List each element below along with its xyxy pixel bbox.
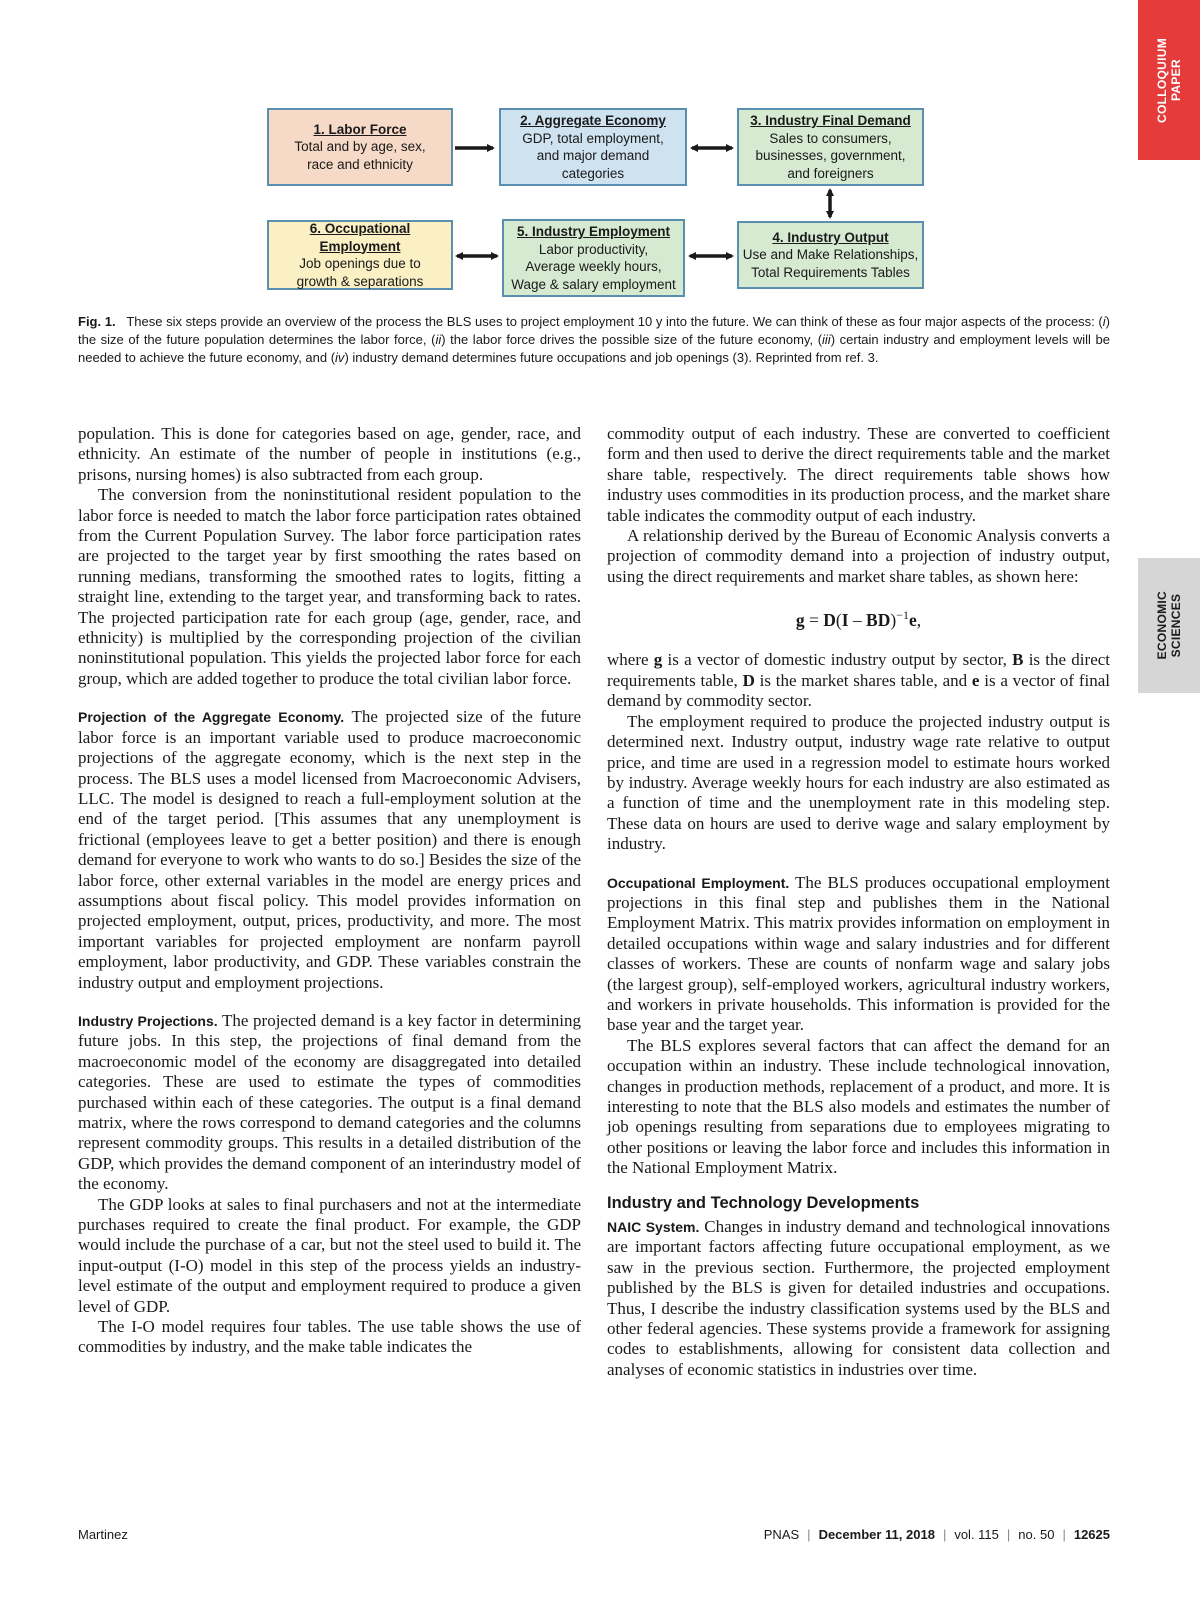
run-in-heading: Occupational Employment. <box>607 874 790 891</box>
paragraph: commodity output of each industry. These are converted to coefficient form and then used to derive the direct requirements table and the market share table, respectively. The direct requirements table shows how industry uses commodities in its production process, and the market share table indicates the commodity output of each industry. <box>607 424 1110 525</box>
caption-roman: ii <box>435 332 442 347</box>
paragraph: The conversion from the noninstitutional resident population to the labor force is needed to match the labor force participation rates obtained from the Current Population Survey. The labor force participation rates are projected to the target year by first smoothing the rates based on running medians, transforming the smoothed rates to logits, fitting a straight line, extending to the target year, and transforming back to rates. The projected participation rate for each group (age, gender, race, and ethnicity) is multiplied by the corresponding projection of the civilian noninstitutional population. This yields the projected labor force for each group, which are added together to produce the total civilian labor force. <box>78 485 581 688</box>
caption-roman: i <box>1102 314 1106 329</box>
paragraph: A relationship derived by the Bureau of Economic Analysis converts a projection of commodity demand into a projection of industry output, using the direct requirements and market share tables, as shown here: <box>607 526 1110 586</box>
eq-symbol: , <box>916 610 922 631</box>
eq-symbol: D <box>823 610 836 631</box>
paragraph: The I-O model requires four tables. The use table shows the use of commodities by industry, and the make table indicates the <box>78 1317 581 1357</box>
paragraph <box>607 873 1110 1036</box>
footer-journal: PNAS <box>763 1527 800 1542</box>
diagram-box-title: 2. Aggregate Economy <box>520 113 666 128</box>
diagram-box-text: GDP, total employment, and major demand categories <box>522 130 664 181</box>
diagram-box-text: Labor productivity, Average weekly hours, Wage & salary employment <box>511 241 676 292</box>
eq-symbol: e <box>908 610 917 631</box>
eq-symbol: – <box>848 610 867 631</box>
caption-roman: iv <box>335 350 345 365</box>
paragraph: population. This is done for categories based on age, gender, race, and ethnicity. An estimate of the number of people in institutions (e.g., prisons, nursing homes) is also subtracted from each group. <box>78 424 581 484</box>
diagram-box-title: 5. Industry Employment <box>516 224 671 239</box>
equation <box>607 605 1110 630</box>
var-symbol: g <box>653 650 663 670</box>
diagram-box-title: 6. Occupational Employment <box>309 221 411 254</box>
paragraph-text: The BLS produces occupational employment projections in this final step and publishes them in the National Employment Matrix. This matrix provides information on employment in detailed occupations within wage and salary industries and for different classes of workers. These are counts of nonfarm wage and salary jobs (the largest group), self-employed workers, agricultural industry workers, and workers in private households. This information is provided for the base year and the target year. <box>607 872 1111 1035</box>
paragraph <box>78 707 581 993</box>
footer-page: 12625 <box>1073 1527 1110 1542</box>
paragraph-text: The projected size of the future labor force is an important variable used to produce macroeconomic projections of the aggregate economy, which is the next step in the process. The BLS uses a model licensed from Macroeconomic Advisers, LLC. The model is designed to reach a full-employment solution at the end of the target period. [This assumes that any unemployment is frictional (employees leave to get a better position) and there is enough demand for everyone to work who wants to do so.] Besides the size of the labor force, other external variables in the model are energy prices and assumptions about fiscal policy. This model provides information on projected employment, output, prices, productivity, and more. The most important variables for projected employment are nonfarm payroll employment, labor productivity, and GDP. These variables constrain the industry output and employment projections. <box>78 707 581 992</box>
eq-exponent: −1 <box>896 608 909 623</box>
paragraph: The employment required to produce the projected industry output is determined next. Industry output, industry wage rate relative to output price, and time are used in a regression model to estimate hours worked by industry. Average weekly hours for each industry are also estimated as a function of time and the unemployment rate in this modeling step. These data on hours are used to derive wage and salary employment by industry. <box>607 711 1110 854</box>
footer-citation: PNAS | December 11, 2018 | vol. 115 | no. 50 | 12625 <box>763 1527 1110 1542</box>
run-in-heading: Industry Projections. <box>78 1012 218 1029</box>
footer-author: Martinez <box>78 1527 128 1542</box>
paragraph <box>607 650 1110 711</box>
var-symbol: B <box>1012 650 1024 670</box>
eq-symbol: I <box>841 610 849 631</box>
paragraph-text: is the direct requirements table, <box>607 650 1111 690</box>
footer-volume: vol. 115 <box>954 1527 999 1542</box>
paragraph-text: is the market shares table, and <box>754 670 972 690</box>
paragraph-text: The projected demand is a key factor in determining future jobs. In this step, the projections of final demand from the macroeconomic model of the economy are disaggregated into detailed categories. These are used to estimate the types of commodities purchased within each of these categories. The output is a final demand matrix, where the rows correspond to demand categories and the columns represent commodity groups. This results in a detailed distribution of the GDP, which provides the demand component of an interindustry model of the economy. <box>78 1010 582 1194</box>
diagram-box-text: Total and by age, sex, race and ethnicity <box>294 139 426 172</box>
figure-label: Fig. 1. <box>78 314 116 329</box>
footer-issue: no. 50 <box>1018 1527 1055 1542</box>
right-column <box>607 424 1110 1380</box>
caption-text: ) certain industry and employment levels will be needed to achieve the future economy, and ( <box>78 332 1110 365</box>
colloquium-paper-label: COLLOQUIUM PAPER <box>1155 37 1183 123</box>
paragraph: The BLS explores several factors that can affect the demand for an occupation within an industry. These include technological innovation, changes in production methods, replacement of a product, and more. It is interesting to note that the BLS also models and estimates the number of job openings resulting from separations due to employees migrating to other positions or leaving the labor force and includes this information in the National Employment Matrix. <box>607 1035 1110 1178</box>
var-symbol: D <box>742 670 755 690</box>
paragraph <box>607 1217 1110 1380</box>
diagram-box-text: Sales to consumers, businesses, government, and foreigners <box>755 130 906 181</box>
diagram-arrows <box>0 0 1200 310</box>
eq-symbol: BD <box>866 610 891 631</box>
eq-symbol: ) <box>890 610 897 631</box>
figure-caption <box>78 313 1110 367</box>
paragraph-text: is a vector of final demand by commodity sector. <box>607 670 1110 711</box>
diagram-box-title: 3. Industry Final Demand <box>750 113 911 128</box>
paragraph: The GDP looks at sales to final purchasers and not at the intermediate purchases required to create the final product. For example, the GDP would include the purchase of a car, but not the steel used to build it. The input-output (I-O) model in this step of the process yields an industry-level estimate of the output and employment required to produce a given level of GDP. <box>78 1194 581 1316</box>
page-footer <box>78 1527 1110 1542</box>
economic-sciences-label: ECONOMIC SCIENCES <box>1155 591 1183 660</box>
footer-date: December 11, 2018 <box>818 1527 935 1542</box>
run-in-heading: Projection of the Aggregate Economy. <box>78 709 345 726</box>
caption-text: These six steps provide an overview of the process the BLS uses to project employment 10 y into the future. We can think of these as four major aspects of the process: ( <box>126 314 1103 329</box>
diagram-box-text: Job openings due to growth & separations <box>296 256 424 289</box>
economic-sciences-tab <box>1138 558 1200 693</box>
paragraph <box>78 1011 581 1195</box>
eq-symbol: g <box>795 610 805 631</box>
diagram-box-text: Use and Make Relationships, Total Requirements Tables <box>742 247 919 280</box>
run-in-heading: NAIC System. <box>607 1219 700 1236</box>
paragraph-text: Changes in industry demand and technological innovations are important factors affecting future occupational employment, as we saw in the previous section. Furthermore, the projected employment published by the BLS is given for detailed industries and occupations. Thus, I describe the industry classification systems used by the BLS and other federal agencies. These systems provide a framework for assigning codes to establishments, allowing for consistent data collection and analyses of economic statistics in industries over time. <box>607 1217 1110 1379</box>
caption-roman: iii <box>822 332 831 347</box>
caption-text: ) industry demand determines future occupations and job openings (3). Reprinted from ref. 3. <box>344 350 879 365</box>
paragraph-text: is a vector of domestic industry output by sector, <box>662 650 1013 670</box>
diagram-box-title: 1. Labor Force <box>313 121 407 137</box>
caption-text: ) the size of the future population determines the labor force, ( <box>78 314 1110 347</box>
section-heading: Industry and Technology Developments <box>607 1193 920 1212</box>
caption-text: ) the labor force drives the possible size of the future economy, ( <box>441 332 823 347</box>
var-symbol: e <box>971 670 980 690</box>
eq-symbol: ( <box>835 610 842 631</box>
left-column <box>78 424 581 1358</box>
diagram-box-title: 4. Industry Output <box>772 229 889 245</box>
paragraph-text: where <box>607 650 654 670</box>
eq-symbol: = <box>804 610 824 631</box>
